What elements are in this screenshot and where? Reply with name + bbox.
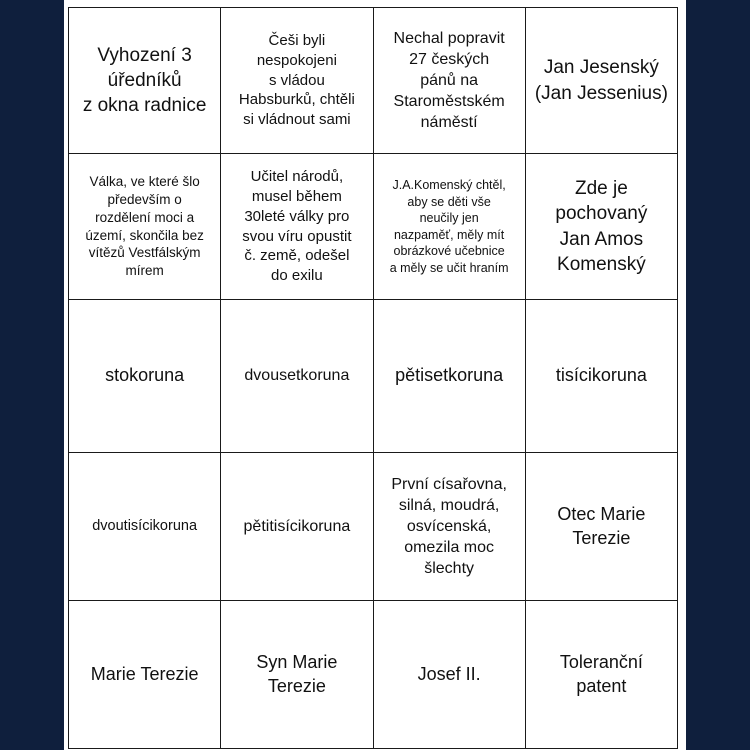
- card-text: dvousetkoruna: [244, 367, 350, 385]
- card-text: Jan Jesenský (Jan Jessenius): [534, 57, 668, 104]
- card-grid: [68, 7, 678, 749]
- card-text: Vyhození 3 úředníků z okna radnice: [82, 44, 207, 117]
- card-text: Otec Marie Terezie: [557, 503, 646, 548]
- card-cell[interactable]: [69, 601, 221, 749]
- card-cell[interactable]: [221, 453, 373, 601]
- card-cell[interactable]: [221, 8, 373, 154]
- card-cell[interactable]: [373, 154, 525, 300]
- card-cell[interactable]: [69, 8, 221, 154]
- card-text: Učitel národů, musel během 30leté války pro svou víru opustit č. země, odešel do exilu: [242, 168, 352, 285]
- card-cell[interactable]: [221, 154, 373, 300]
- card-cell[interactable]: [373, 601, 525, 749]
- card-text: Toleranční patent: [559, 651, 643, 696]
- card-text: Josef II.: [417, 663, 481, 684]
- card-text: pětisetkoruna: [395, 365, 504, 386]
- card-cell[interactable]: [221, 601, 373, 749]
- card-cell[interactable]: [525, 601, 677, 749]
- table-row: [69, 601, 678, 749]
- card-text: Češi byli nespokojeni s vládou Habsburků, chtěli si vládnout sami: [238, 32, 355, 129]
- card-text: J.A.Komenský chtěl, aby se děti vše neučily jen nazpaměť, měly mít obrázkové učebnice a měly se učit hraním: [389, 178, 509, 275]
- table-row: [69, 154, 678, 300]
- table-row: [69, 453, 678, 601]
- table-row: [69, 8, 678, 154]
- card-cell[interactable]: [69, 300, 221, 453]
- card-text: Nechal popravit 27 českých pánů na Staroměstském náměstí: [393, 29, 505, 132]
- card-text: Syn Marie Terezie: [256, 651, 338, 696]
- table-row: [69, 300, 678, 453]
- card-cell[interactable]: [373, 453, 525, 601]
- card-cell[interactable]: [69, 154, 221, 300]
- card-text: První císařovna, silná, moudrá, osvícenská, omezila moc šlechty: [391, 475, 507, 578]
- card-cell[interactable]: [525, 300, 677, 453]
- card-cell[interactable]: [69, 453, 221, 601]
- card-cell[interactable]: [373, 8, 525, 154]
- card-cell[interactable]: [221, 300, 373, 453]
- card-cell[interactable]: [373, 300, 525, 453]
- card-cell[interactable]: [525, 8, 677, 154]
- worksheet-page: [64, 0, 686, 750]
- card-text: Marie Terezie: [90, 663, 199, 684]
- card-text: pětitisícikoruna: [243, 517, 351, 535]
- card-text: stokoruna: [105, 365, 185, 386]
- card-cell[interactable]: [525, 453, 677, 601]
- card-text: Zde je pochovaný Jan Amos Komenský: [555, 178, 648, 275]
- card-text: tisícikoruna: [555, 365, 647, 386]
- card-text: dvoutisícikoruna: [92, 517, 198, 534]
- card-cell[interactable]: [525, 154, 677, 300]
- card-text: Válka, ve které šlo především o rozdělení moci a území, skončila bez vítězů Vestfálským mírem: [85, 174, 204, 279]
